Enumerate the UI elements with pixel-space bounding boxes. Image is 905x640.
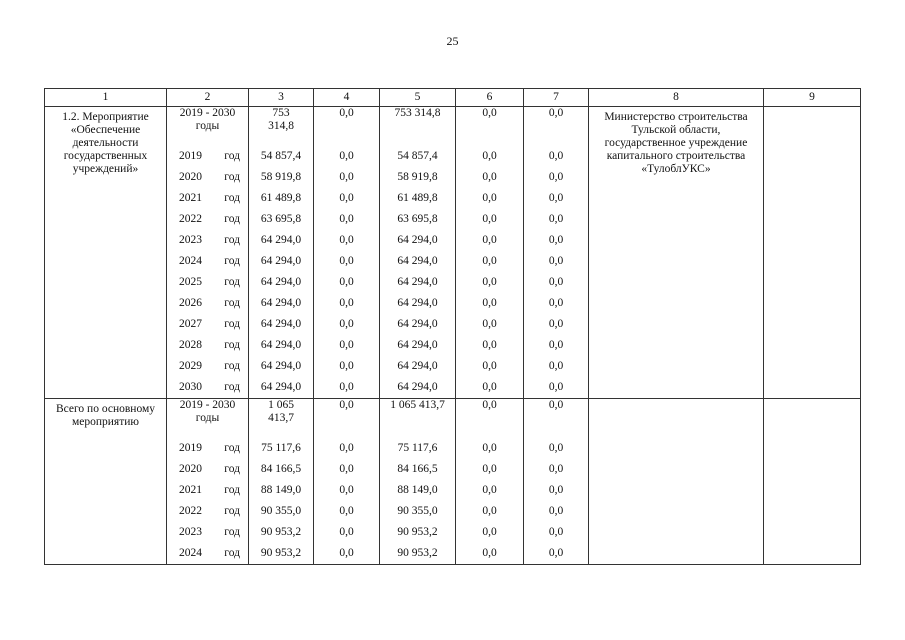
year-value: 0,0 (339, 297, 354, 309)
year-value: 0,0 (548, 442, 564, 454)
year-value: 84 166,5 (397, 463, 438, 475)
year-value: 0,0 (548, 339, 564, 351)
year-value: 0,0 (548, 484, 564, 496)
year-value: 0,0 (482, 297, 497, 309)
year-value: 64 294,0 (260, 360, 302, 372)
period-value: 0,0 (482, 107, 497, 119)
year-suffix: год (224, 150, 240, 162)
period-label: 2019 - 2030 годы (179, 399, 236, 424)
year-value: 63 695,8 (397, 213, 438, 225)
year-label (167, 480, 248, 501)
year-number: 2019 (179, 150, 202, 162)
year-value: 0,0 (548, 381, 564, 393)
period-value: 1 065 413,7 (268, 399, 294, 424)
year-number: 2024 (179, 547, 202, 559)
year-label (167, 356, 248, 377)
year-value: 90 355,0 (260, 505, 302, 517)
period-column (167, 107, 249, 399)
year-number: 2025 (179, 276, 202, 288)
year-value: 0,0 (548, 255, 564, 267)
column-number-row (45, 89, 861, 107)
period-column (167, 399, 249, 565)
year-value: 0,0 (548, 192, 564, 204)
value-column-7 (524, 107, 589, 399)
year-value: 0,0 (339, 339, 354, 351)
period-value: 0,0 (548, 399, 564, 411)
year-value: 0,0 (548, 547, 564, 559)
year-label (167, 459, 248, 480)
activity-name: 1.2. Мероприятие «Обеспечение деятельности государственных учреждений» (62, 111, 149, 175)
year-value: 64 294,0 (397, 276, 438, 288)
period-value: 0,0 (548, 107, 564, 119)
program-block-row (45, 107, 861, 399)
year-value: 0,0 (548, 526, 564, 538)
year-value: 54 857,4 (397, 150, 438, 162)
year-value: 0,0 (482, 171, 497, 183)
year-number: 2019 (179, 442, 202, 454)
year-number: 2027 (179, 318, 202, 330)
year-value: 64 294,0 (397, 339, 438, 351)
value-column-3 (249, 107, 314, 399)
year-value: 0,0 (339, 442, 354, 454)
value-column-6 (456, 399, 524, 565)
year-label (167, 209, 248, 230)
year-suffix: год (224, 192, 240, 204)
year-label (167, 146, 248, 167)
year-value: 64 294,0 (397, 360, 438, 372)
year-number: 2022 (179, 213, 202, 225)
year-value: 0,0 (548, 318, 564, 330)
column-header: 4 (314, 89, 380, 107)
year-value: 84 166,5 (260, 463, 302, 475)
year-number: 2020 (179, 171, 202, 183)
year-value: 0,0 (482, 360, 497, 372)
year-label (167, 230, 248, 251)
year-value: 0,0 (548, 297, 564, 309)
year-value: 88 149,0 (260, 484, 302, 496)
page-number: 25 (446, 34, 459, 48)
year-value: 0,0 (339, 192, 354, 204)
year-value: 61 489,8 (260, 192, 302, 204)
year-value: 0,0 (548, 171, 564, 183)
year-value: 0,0 (339, 547, 354, 559)
year-value: 64 294,0 (397, 381, 438, 393)
column-header: 5 (380, 89, 456, 107)
year-suffix: год (224, 442, 240, 454)
year-suffix: год (224, 318, 240, 330)
period-value: 1 065 413,7 (390, 399, 445, 411)
year-value: 0,0 (339, 276, 354, 288)
year-label (167, 438, 248, 459)
column-header: 9 (764, 89, 861, 107)
period-value: 753 314,8 (394, 107, 441, 119)
year-value: 58 919,8 (397, 171, 438, 183)
year-label (167, 188, 248, 209)
year-suffix: год (224, 381, 240, 393)
year-suffix: год (224, 276, 240, 288)
year-label (167, 377, 248, 398)
year-value: 0,0 (339, 213, 354, 225)
period-value: 753 314,8 (268, 107, 294, 132)
year-label (167, 335, 248, 356)
value-column-6 (456, 107, 524, 399)
year-value: 0,0 (339, 463, 354, 475)
year-number: 2020 (179, 463, 202, 475)
column-header: 2 (167, 89, 249, 107)
year-label (167, 314, 248, 335)
year-value: 0,0 (482, 255, 497, 267)
year-label (167, 501, 248, 522)
executor: Министерство строительства Тульской области, государственное учреждение капитального строительства «ТулоблУКС» (604, 111, 748, 175)
year-number: 2030 (179, 381, 202, 393)
year-value: 0,0 (548, 505, 564, 517)
year-value: 64 294,0 (397, 318, 438, 330)
year-value: 88 149,0 (397, 484, 438, 496)
year-number: 2022 (179, 505, 202, 517)
year-suffix: год (224, 484, 240, 496)
year-value: 90 953,2 (260, 526, 302, 538)
year-number: 2029 (179, 360, 202, 372)
year-value: 64 294,0 (260, 297, 302, 309)
year-suffix: год (224, 213, 240, 225)
year-value: 58 919,8 (260, 171, 302, 183)
year-label (167, 293, 248, 314)
year-value: 0,0 (339, 360, 354, 372)
year-value: 64 294,0 (397, 234, 438, 246)
value-column-5 (380, 399, 456, 565)
year-label (167, 272, 248, 293)
column-header: 6 (456, 89, 524, 107)
year-suffix: год (224, 547, 240, 559)
year-suffix: год (224, 297, 240, 309)
year-suffix: год (224, 505, 240, 517)
year-value: 0,0 (482, 150, 497, 162)
year-value: 0,0 (339, 381, 354, 393)
value-column-4 (314, 399, 380, 565)
year-suffix: год (224, 339, 240, 351)
column-header: 7 (524, 89, 589, 107)
year-value: 90 355,0 (397, 505, 438, 517)
year-value: 0,0 (339, 234, 354, 246)
year-value: 0,0 (482, 213, 497, 225)
year-value: 0,0 (339, 255, 354, 267)
year-number: 2028 (179, 339, 202, 351)
year-value: 0,0 (482, 547, 497, 559)
period-value: 0,0 (482, 399, 497, 411)
year-value: 0,0 (339, 484, 354, 496)
year-label (167, 167, 248, 188)
value-column-7 (524, 399, 589, 565)
year-number: 2024 (179, 255, 202, 267)
year-value: 64 294,0 (260, 276, 302, 288)
column-header: 1 (45, 89, 167, 107)
year-value: 75 117,6 (397, 442, 438, 454)
year-value: 0,0 (548, 234, 564, 246)
year-value: 54 857,4 (260, 150, 302, 162)
year-value: 0,0 (482, 463, 497, 475)
value-column-5 (380, 107, 456, 399)
year-value: 64 294,0 (397, 255, 438, 267)
year-value: 64 294,0 (260, 381, 302, 393)
executor (589, 399, 763, 403)
budget-table (44, 88, 861, 565)
year-suffix: год (224, 234, 240, 246)
year-value: 90 953,2 (260, 547, 302, 559)
year-value: 0,0 (482, 276, 497, 288)
year-suffix: год (224, 463, 240, 475)
year-label (167, 522, 248, 543)
year-label (167, 543, 248, 564)
year-number: 2021 (179, 484, 202, 496)
year-value: 64 294,0 (260, 234, 302, 246)
year-number: 2023 (179, 526, 202, 538)
year-value: 0,0 (482, 318, 497, 330)
year-value: 75 117,6 (261, 442, 301, 454)
year-value: 0,0 (339, 526, 354, 538)
year-value: 0,0 (339, 171, 354, 183)
year-value: 64 294,0 (260, 318, 302, 330)
year-number: 2023 (179, 234, 202, 246)
year-value: 0,0 (548, 276, 564, 288)
year-suffix: год (224, 171, 240, 183)
column-header: 3 (249, 89, 314, 107)
year-value: 0,0 (482, 234, 497, 246)
year-suffix: год (224, 526, 240, 538)
year-value: 64 294,0 (397, 297, 438, 309)
column-header: 8 (589, 89, 764, 107)
year-value: 0,0 (482, 339, 497, 351)
value-column-3 (249, 399, 314, 565)
activity-name: Всего по основному мероприятию (55, 403, 156, 428)
period-label: 2019 - 2030 годы (179, 107, 236, 132)
year-value: 90 953,2 (397, 526, 438, 538)
year-value: 0,0 (548, 150, 564, 162)
year-value: 0,0 (482, 381, 497, 393)
year-value: 0,0 (548, 213, 564, 225)
year-value: 0,0 (482, 505, 497, 517)
year-value: 0,0 (482, 484, 497, 496)
period-value: 0,0 (339, 107, 354, 119)
year-value: 64 294,0 (260, 255, 302, 267)
year-value: 64 294,0 (260, 339, 302, 351)
value-column-4 (314, 107, 380, 399)
year-value: 0,0 (339, 150, 354, 162)
year-value: 0,0 (482, 526, 497, 538)
year-label (167, 251, 248, 272)
year-value: 90 953,2 (397, 547, 438, 559)
year-suffix: год (224, 255, 240, 267)
year-value: 0,0 (548, 360, 564, 372)
year-value: 61 489,8 (397, 192, 438, 204)
year-suffix: год (224, 360, 240, 372)
program-block-row (45, 399, 861, 565)
period-value: 0,0 (339, 399, 354, 411)
year-number: 2026 (179, 297, 202, 309)
year-value: 0,0 (339, 505, 354, 517)
year-value: 0,0 (339, 318, 354, 330)
year-value: 63 695,8 (260, 213, 302, 225)
year-value: 0,0 (482, 442, 497, 454)
year-value: 0,0 (482, 192, 497, 204)
year-value: 0,0 (548, 463, 564, 475)
year-number: 2021 (179, 192, 202, 204)
